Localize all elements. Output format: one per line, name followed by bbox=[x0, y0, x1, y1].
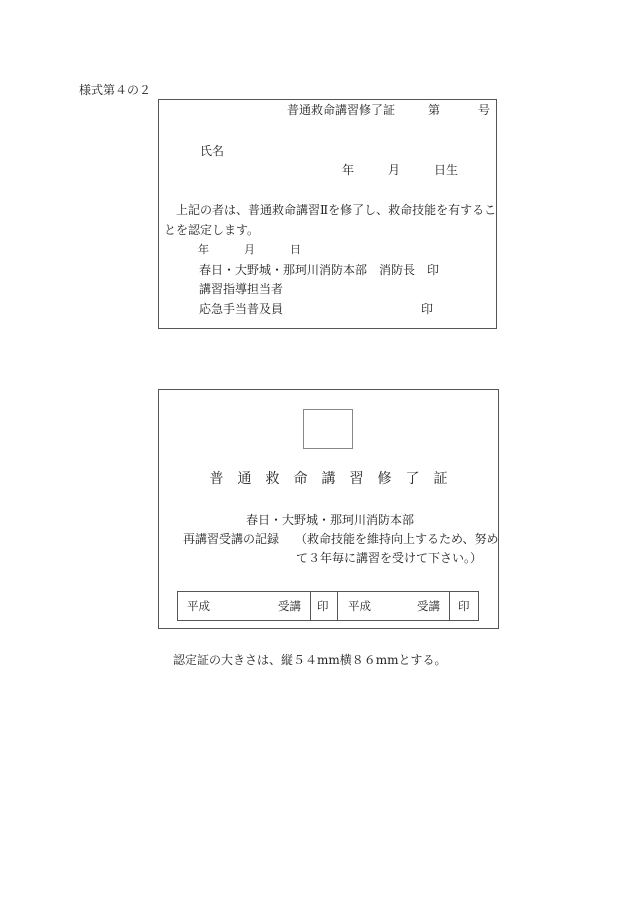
photo-box bbox=[303, 409, 353, 449]
certificate-number-suffix: 号 bbox=[478, 103, 491, 117]
record-era-1: 平成 bbox=[187, 599, 210, 613]
instructor-title: 講習指導担当者 bbox=[199, 282, 284, 296]
issue-year-label: 年 bbox=[198, 243, 209, 256]
certificate-body-line1: 上記の者は、普通救命講習Ⅱを修了し、救命技能を有するこ bbox=[176, 203, 497, 217]
record-label: 再講習受講の記録 bbox=[183, 532, 280, 546]
record-attend-2: 受講 bbox=[417, 599, 440, 613]
issue-month-label: 月 bbox=[244, 243, 255, 256]
record-table bbox=[177, 591, 479, 621]
name-label: 氏名 bbox=[200, 144, 225, 158]
issuer-line: 春日・大野城・那珂川消防本部 消防長 印 bbox=[199, 263, 440, 277]
birth-year-label: 年 bbox=[342, 163, 355, 177]
certificate-title: 普通救命講習修了証 bbox=[287, 103, 396, 117]
record-seal-1: 印 bbox=[317, 599, 329, 613]
record-organization: 春日・大野城・那珂川消防本部 bbox=[246, 513, 415, 527]
form-label: 様式第４の２ bbox=[79, 83, 152, 97]
instructor-role: 応急手当普及員 bbox=[199, 302, 284, 316]
birth-month-label: 月 bbox=[388, 163, 401, 177]
record-seal-2: 印 bbox=[458, 599, 470, 613]
record-card-title: 普通救命講習修了証 bbox=[209, 471, 462, 487]
size-note: 認定証の大きさは、縦５４mm横８６mmとする。 bbox=[173, 653, 447, 667]
record-note-line1: （救命技能を維持向上するため、努め bbox=[295, 532, 499, 546]
record-attend-1: 受講 bbox=[278, 599, 301, 613]
issue-day-label: 日 bbox=[290, 243, 301, 256]
certificate-body-line2: とを認定します。 bbox=[164, 223, 260, 237]
instructor-seal: 印 bbox=[421, 302, 434, 316]
certificate-number-prefix: 第 bbox=[428, 103, 441, 117]
record-note-line2: て３年毎に講習を受けて下さい。） bbox=[296, 551, 483, 565]
record-era-2: 平成 bbox=[348, 599, 371, 613]
birth-day-label: 日生 bbox=[434, 163, 459, 177]
